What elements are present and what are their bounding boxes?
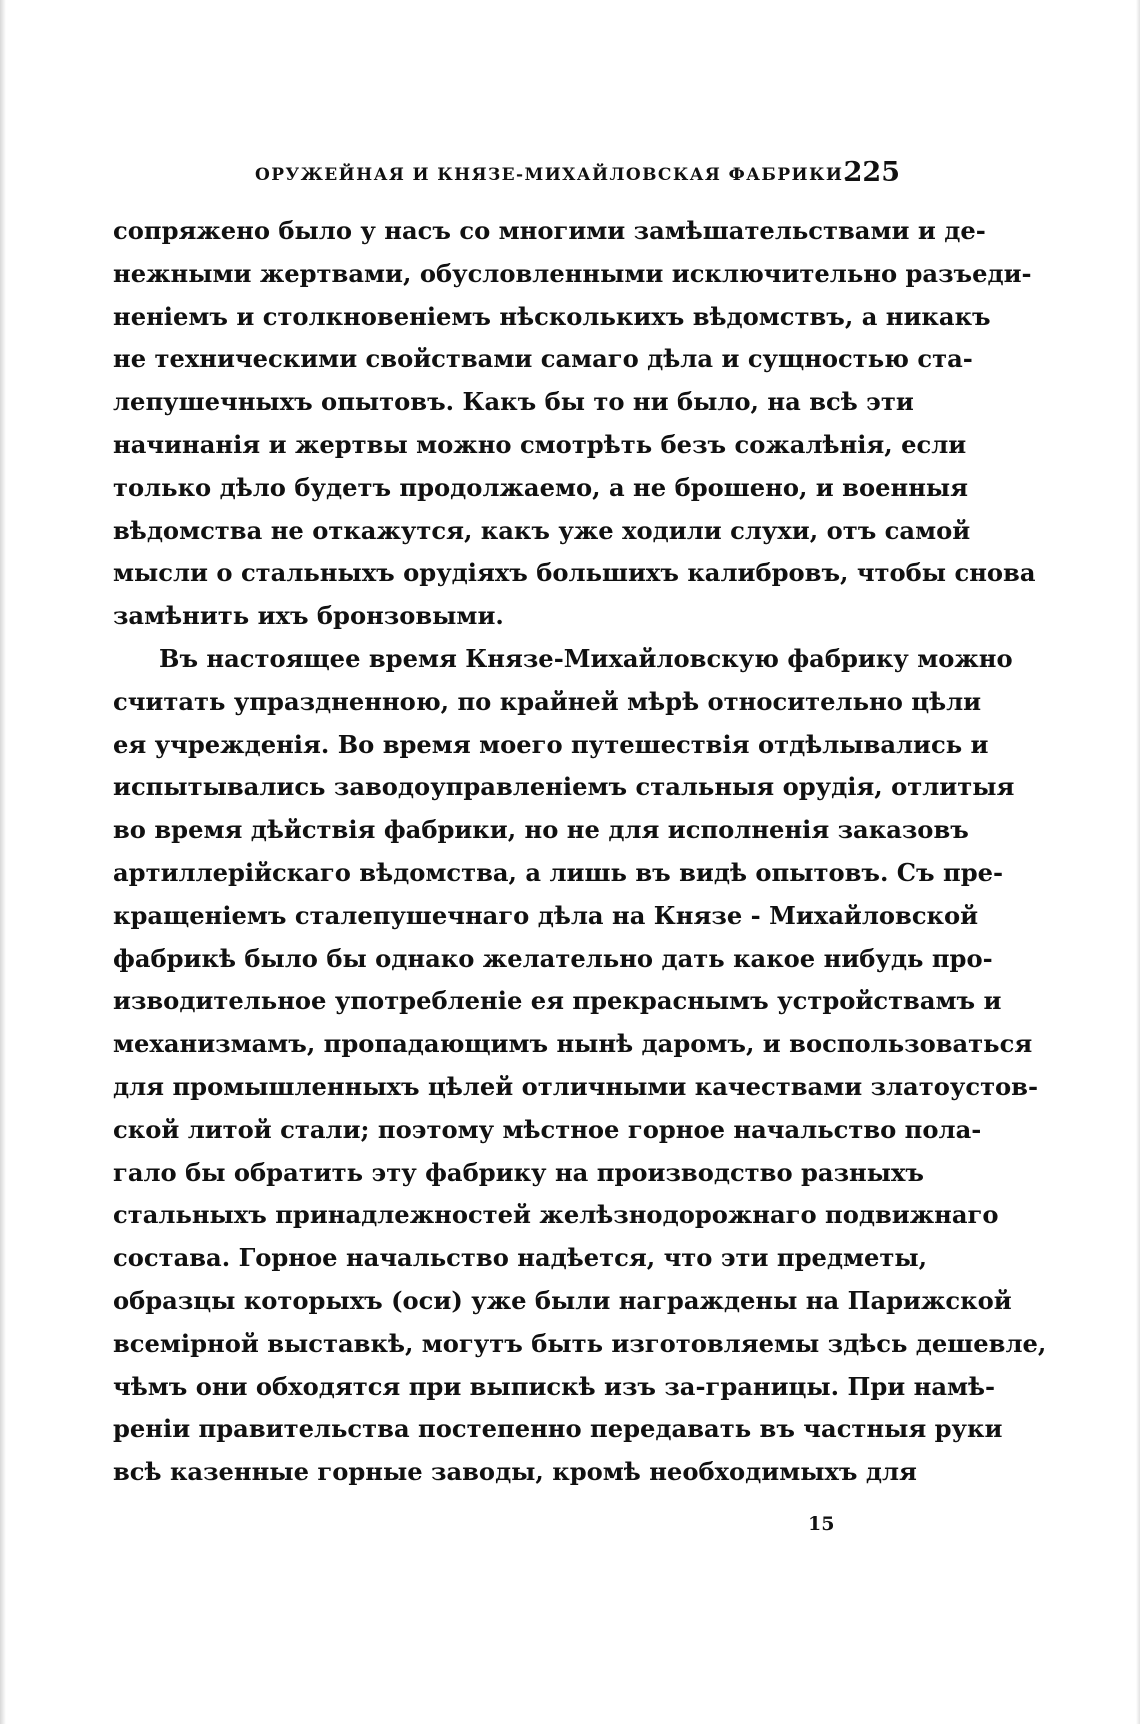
text-line: испытывались заводоуправленіемъ стальныя орудія, отлитыя <box>113 772 1015 802</box>
text-line: изводительное употребленіе ея прекраснымъ устройствамъ и <box>113 986 1002 1016</box>
text-line: артиллерійскаго вѣдомства, а лишь въ видѣ опытовъ. Съ пре- <box>113 857 1004 887</box>
running-title: ОРУЖЕЙНАЯ И КНЯЗЕ-МИХАЙЛОВСКАЯ ФАБРИКИ. <box>255 165 851 185</box>
text-line: нежными жертвами, обусловленными исключительно разъеди- <box>113 258 1032 288</box>
text-line: ея учрежденія. Во время моего путешествія отдѣлывались и <box>113 729 989 759</box>
text-line: во время дѣйствія фабрики, но не для исполненія заказовъ <box>113 815 969 845</box>
text-line: только дѣло будетъ продолжаемо, а не брошено, и военныя <box>113 472 969 502</box>
text-line: фабрикѣ было бы однако желательно дать какое нибудь про- <box>113 943 993 973</box>
text-line: считать упраздненною, по крайней мѣрѣ относительно цѣли <box>113 686 982 716</box>
text-line: начинанія и жертвы можно смотрѣть безъ сожалѣнія, если <box>113 429 967 459</box>
text-line: для промышленныхъ цѣлей отличными качествами златоустов- <box>113 1071 1039 1101</box>
text-line: всѣ казенные горные заводы, кромѣ необходимыхъ для <box>113 1457 917 1487</box>
text-line: ской литой стали; поэтому мѣстное горное начальство пола- <box>113 1114 982 1144</box>
text-line: всемірной выставкѣ, могутъ быть изготовляемы здѣсь дешевле, <box>113 1328 1047 1358</box>
text-line: стальныхъ принадлежностей желѣзнодорожнаго подвижнаго <box>113 1200 999 1230</box>
text-line: сопряжено было у насъ со многими замѣшательствами и де- <box>113 216 986 245</box>
page-right-edge <box>1136 0 1140 1724</box>
text-line: чѣмъ они обходятся при выпискѣ изъ за-границы. При намѣ- <box>113 1371 996 1401</box>
text-line: мысли о стальныхъ орудіяхъ большихъ калибровъ, чтобы снова <box>113 558 1036 588</box>
page-number: 225 <box>843 157 900 188</box>
paragraph-end-line: замѣнить ихъ бронзовыми. <box>113 601 504 631</box>
body-text <box>113 210 1047 1494</box>
text-line: неніемъ и столкновеніемъ нѣсколькихъ вѣдомствъ, а никакъ <box>113 301 991 331</box>
text-line: состава. Горное начальство надѣется, что эти предметы, <box>113 1243 928 1273</box>
text-line: гало бы обратить эту фабрику на производство разныхъ <box>113 1157 924 1187</box>
text-line: не техническими свойствами самаго дѣла и сущностью ста- <box>113 344 973 374</box>
page-header <box>255 155 900 195</box>
text-line: лепушечныхъ опытовъ. Какъ бы то ни было, на всѣ эти <box>113 387 914 417</box>
text-line: вѣдомства не откажутся, какъ уже ходили слухи, отъ самой <box>113 515 971 545</box>
text-line: механизмамъ, пропадающимъ нынѣ даромъ, и воспользоваться <box>113 1029 1033 1059</box>
paragraph-start-line: Въ настоящее время Князе-Михайловскую фабрику можно <box>159 643 1013 673</box>
signature-mark: 15 <box>808 1513 835 1535</box>
text-line: реніи правительства постепенно передавать въ частныя руки <box>113 1414 1003 1444</box>
page-left-edge <box>0 0 6 1724</box>
text-line: кращеніемъ сталепушечнаго дѣла на Князе - Михайловской <box>113 900 979 930</box>
text-line: образцы которыхъ (оси) уже были награждены на Парижской <box>113 1285 1012 1315</box>
